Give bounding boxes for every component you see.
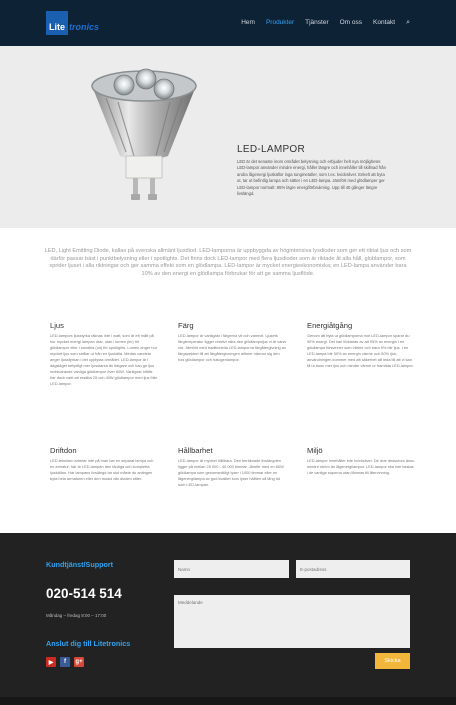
feature-ljus — [50, 321, 158, 387]
feature-title: Energiåtgång — [307, 321, 353, 330]
page-title: LED-LAMPOR — [237, 144, 306, 155]
intro-paragraph: LED, Light Emitting Diode, kallas på svenska allmänt ljusdiod. LED-lamporna är uppbyggda av högintensiva lysdioder som ger ett riktat ljus och som därför passar bäst i punktbelysning eller i spotlights. Det finns dock LED-lampor med flera ljusdioder som är riktade åt alla håll, globlampor, som sprider ljuset i alla riktningar och ger samma effekt som en glödlampa. LED-lampor är mycket energieekonomiska; en LED-lampa använder bara 10% av den energi en glödlampa förbrukar för att ge samma ljusflöde. — [44, 248, 412, 277]
nav-item-kontakt[interactable]: Kontakt — [373, 19, 396, 26]
feature-text: LED-tekniken arbetar inte på man har en separat lampa och en armatur, här är LED-lampan den färdiga och kompletta ljuskällan. Har lampans livslängd tar slut måste du antingen byta hela armaturen eller den modul där dioden sitter. — [50, 458, 154, 481]
logo-mark: Lite — [46, 11, 68, 35]
feature-title: Färg — [178, 321, 194, 330]
nav-item-hem[interactable]: Hem — [241, 19, 255, 26]
send-button[interactable]: Skicka — [375, 653, 410, 669]
logo-text: tronics — [69, 22, 100, 32]
feature-energiatgang — [307, 321, 415, 369]
youtube-icon[interactable]: ▶ — [46, 657, 56, 667]
feature-text: LED-lampor är mycket hållbara. Den beräknade livslängden ligger på mellan 25 000 - 40 000 timmar. Jämför med en 60W glödlampa som genomsnittligt lyser i 1000 timmar eller en lågenergilampa av god kvalitet som lyser hälften så lång tid som LED-lampan. — [178, 458, 284, 487]
hero-section — [0, 46, 456, 228]
nav-item-om-oss[interactable]: Om oss — [339, 19, 363, 26]
bottom-bar — [0, 697, 456, 705]
email-input[interactable] — [296, 560, 410, 578]
feature-text: LED-lampor är vanligast i färgerna vit och varmvit. Ljusets färgtemperatur ligger relativt nära den glödlampsljus vi är vana vid. Jämfört med traditionella LED-lamporna färgåtergivning av färgspektret till att färgåtergivningen alltmer närmar sig den hos glödlampor och halogenlampor. — [178, 333, 286, 362]
feature-driftdon — [50, 446, 158, 482]
site-header — [0, 0, 456, 46]
hero-description: LED är det senaste inom området belysning och erbjuder helt nya möjligheter. LED-lampor använder mindre energi, håller längre och innehåller till skillnad från andra lågenergi ljuskällor inga tungmetaller, som t.ex. kvicksilver. Enkelt att byta ut, tar ut befintlig lampa och sätter i en LED-lampa. Jämfört med glödlamper ger LED-lampor normalt: 85% lägre energiförbrukning. Upp till 40 gånger längre livslängd. — [237, 159, 386, 197]
search-icon[interactable]: ⌕ — [406, 19, 410, 26]
facebook-icon[interactable]: f — [60, 657, 70, 667]
nav-item-produkter[interactable]: Produkter — [265, 19, 295, 26]
feature-text: Genom att byta ut glödlamporna mot LED-lampor sparar du 90% energi. Det kan förklaras av att 95% av energin i en glödlampa försvinner som värme och bara 5% blir ljus. I en LED-lampa blir 50% av energin värme och 50% ljus; användningen kommer med att säkerhet att leda till att vi kan få ut ännu mer ljus och mindre värme ur framtida LED-lampor. — [307, 333, 414, 368]
phone-number[interactable]: 020-514 514 — [46, 586, 122, 601]
google-plus-icon[interactable]: g+ — [75, 659, 83, 665]
feature-text: LED-lampor innehåller inte kvicksilver. De drar dessutom ännu mindre ström än lågenergilampor. LED-lampor ska inte kastas i de vanliga soporna utan lämnas till återvinning. — [307, 458, 415, 475]
feature-title: Ljus — [50, 321, 64, 330]
logo[interactable] — [46, 11, 99, 35]
led-lamp-image — [86, 64, 202, 204]
feature-hallbarhet — [178, 446, 286, 488]
name-input[interactable] — [174, 560, 289, 578]
feature-miljo — [307, 446, 415, 476]
connect-heading: Anslut dig till Litetronics — [46, 639, 131, 648]
feature-farg — [178, 321, 286, 363]
feature-text: LED-lampors ljusstyrka räknas inte i watt, som är ett mått på hur mycket energi lampan drar, utan i lumen (lm) för glödlampor eller i candela (cd) för spotlights. Lumen anger hur mycket ljus som strålar ut från en ljuskälla. Medan candela anger ljusstyrkan i det upplysta området. LED-lampor är i dagsläget betydligt mer ljusstarka än tidigare och kan ge ljus motsvarande vanliga glödlampor över 60W. Vanligast hittills har dock varit att ersätta 25 och 40W glödlampor med ljus från LED-lampor. — [50, 333, 158, 386]
feature-title: Driftdon — [50, 446, 77, 455]
message-input[interactable] — [174, 595, 410, 648]
opening-hours: Måndag – fredag 8:00 – 17:00 — [46, 613, 107, 618]
support-heading: Kundtjänst/Support — [46, 560, 114, 569]
feature-title: Miljö — [307, 446, 323, 455]
feature-title: Hållbarhet — [178, 446, 213, 455]
nav-item-tjanster[interactable]: Tjänster — [305, 19, 329, 26]
main-nav — [241, 19, 410, 27]
